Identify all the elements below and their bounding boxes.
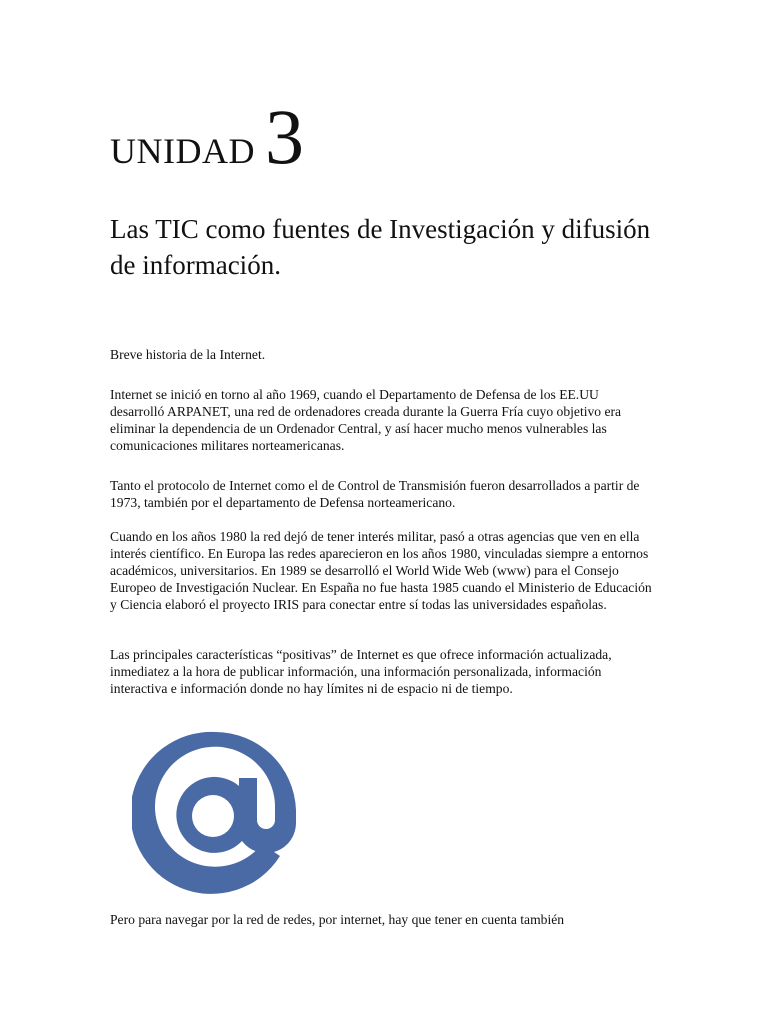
at-sign-icon — [132, 730, 298, 896]
unit-number: 3 — [264, 93, 304, 180]
paragraph-navigation: Pero para navegar por la red de redes, por internet, hay que tener en cuenta también — [110, 912, 565, 927]
unit-heading — [110, 93, 304, 180]
section-label: Breve historia de la Internet. — [110, 347, 266, 362]
paragraph-protocol: Tanto el protocolo de Internet como el de Control de Transmisión fueron desarrollados a partir de 1973, también por el departamento de Defensa norteamericano. — [110, 478, 640, 510]
paragraph-characteristics: Las principales características “positivas” de Internet es que ofrece información actualizada, inmediatez a la hora de publicar información, una información personalizada, información interactiva e información donde no hay límites ni de espacio ni de tiempo. — [110, 647, 612, 696]
unit-subtitle: Las TIC como fuentes de Investigación y difusión de información. — [110, 214, 651, 280]
unit-word: UNIDAD — [110, 131, 255, 171]
paragraph-history-europe: Cuando en los años 1980 la red dejó de tener interés militar, pasó a otras agencias que ven en ella interés científico. En Europa las redes aparecieron en los años 1980, vinculadas siempre a entornos académicos, universitarios. En 1989 se desarrolló el World Wide Web (www) para el Consejo Europeo de Investigación Nuclear. En España no fue hasta 1985 cuando el Ministerio de Educación y Ciencia elaboró el proyecto IRIS para conectar entre sí todas las universidades españolas. — [110, 529, 652, 612]
paragraph-arpanet: Internet se inició en torno al año 1969, cuando el Departamento de Defensa de los EE.UU desarrolló ARPANET, una red de ordenadores creada durante la Guerra Fría cuyo objetivo era eliminar la dependencia de un Ordenador Central, y así hacer mucho menos vulnerables las comunicaciones militares norteamericanas. — [110, 387, 622, 453]
